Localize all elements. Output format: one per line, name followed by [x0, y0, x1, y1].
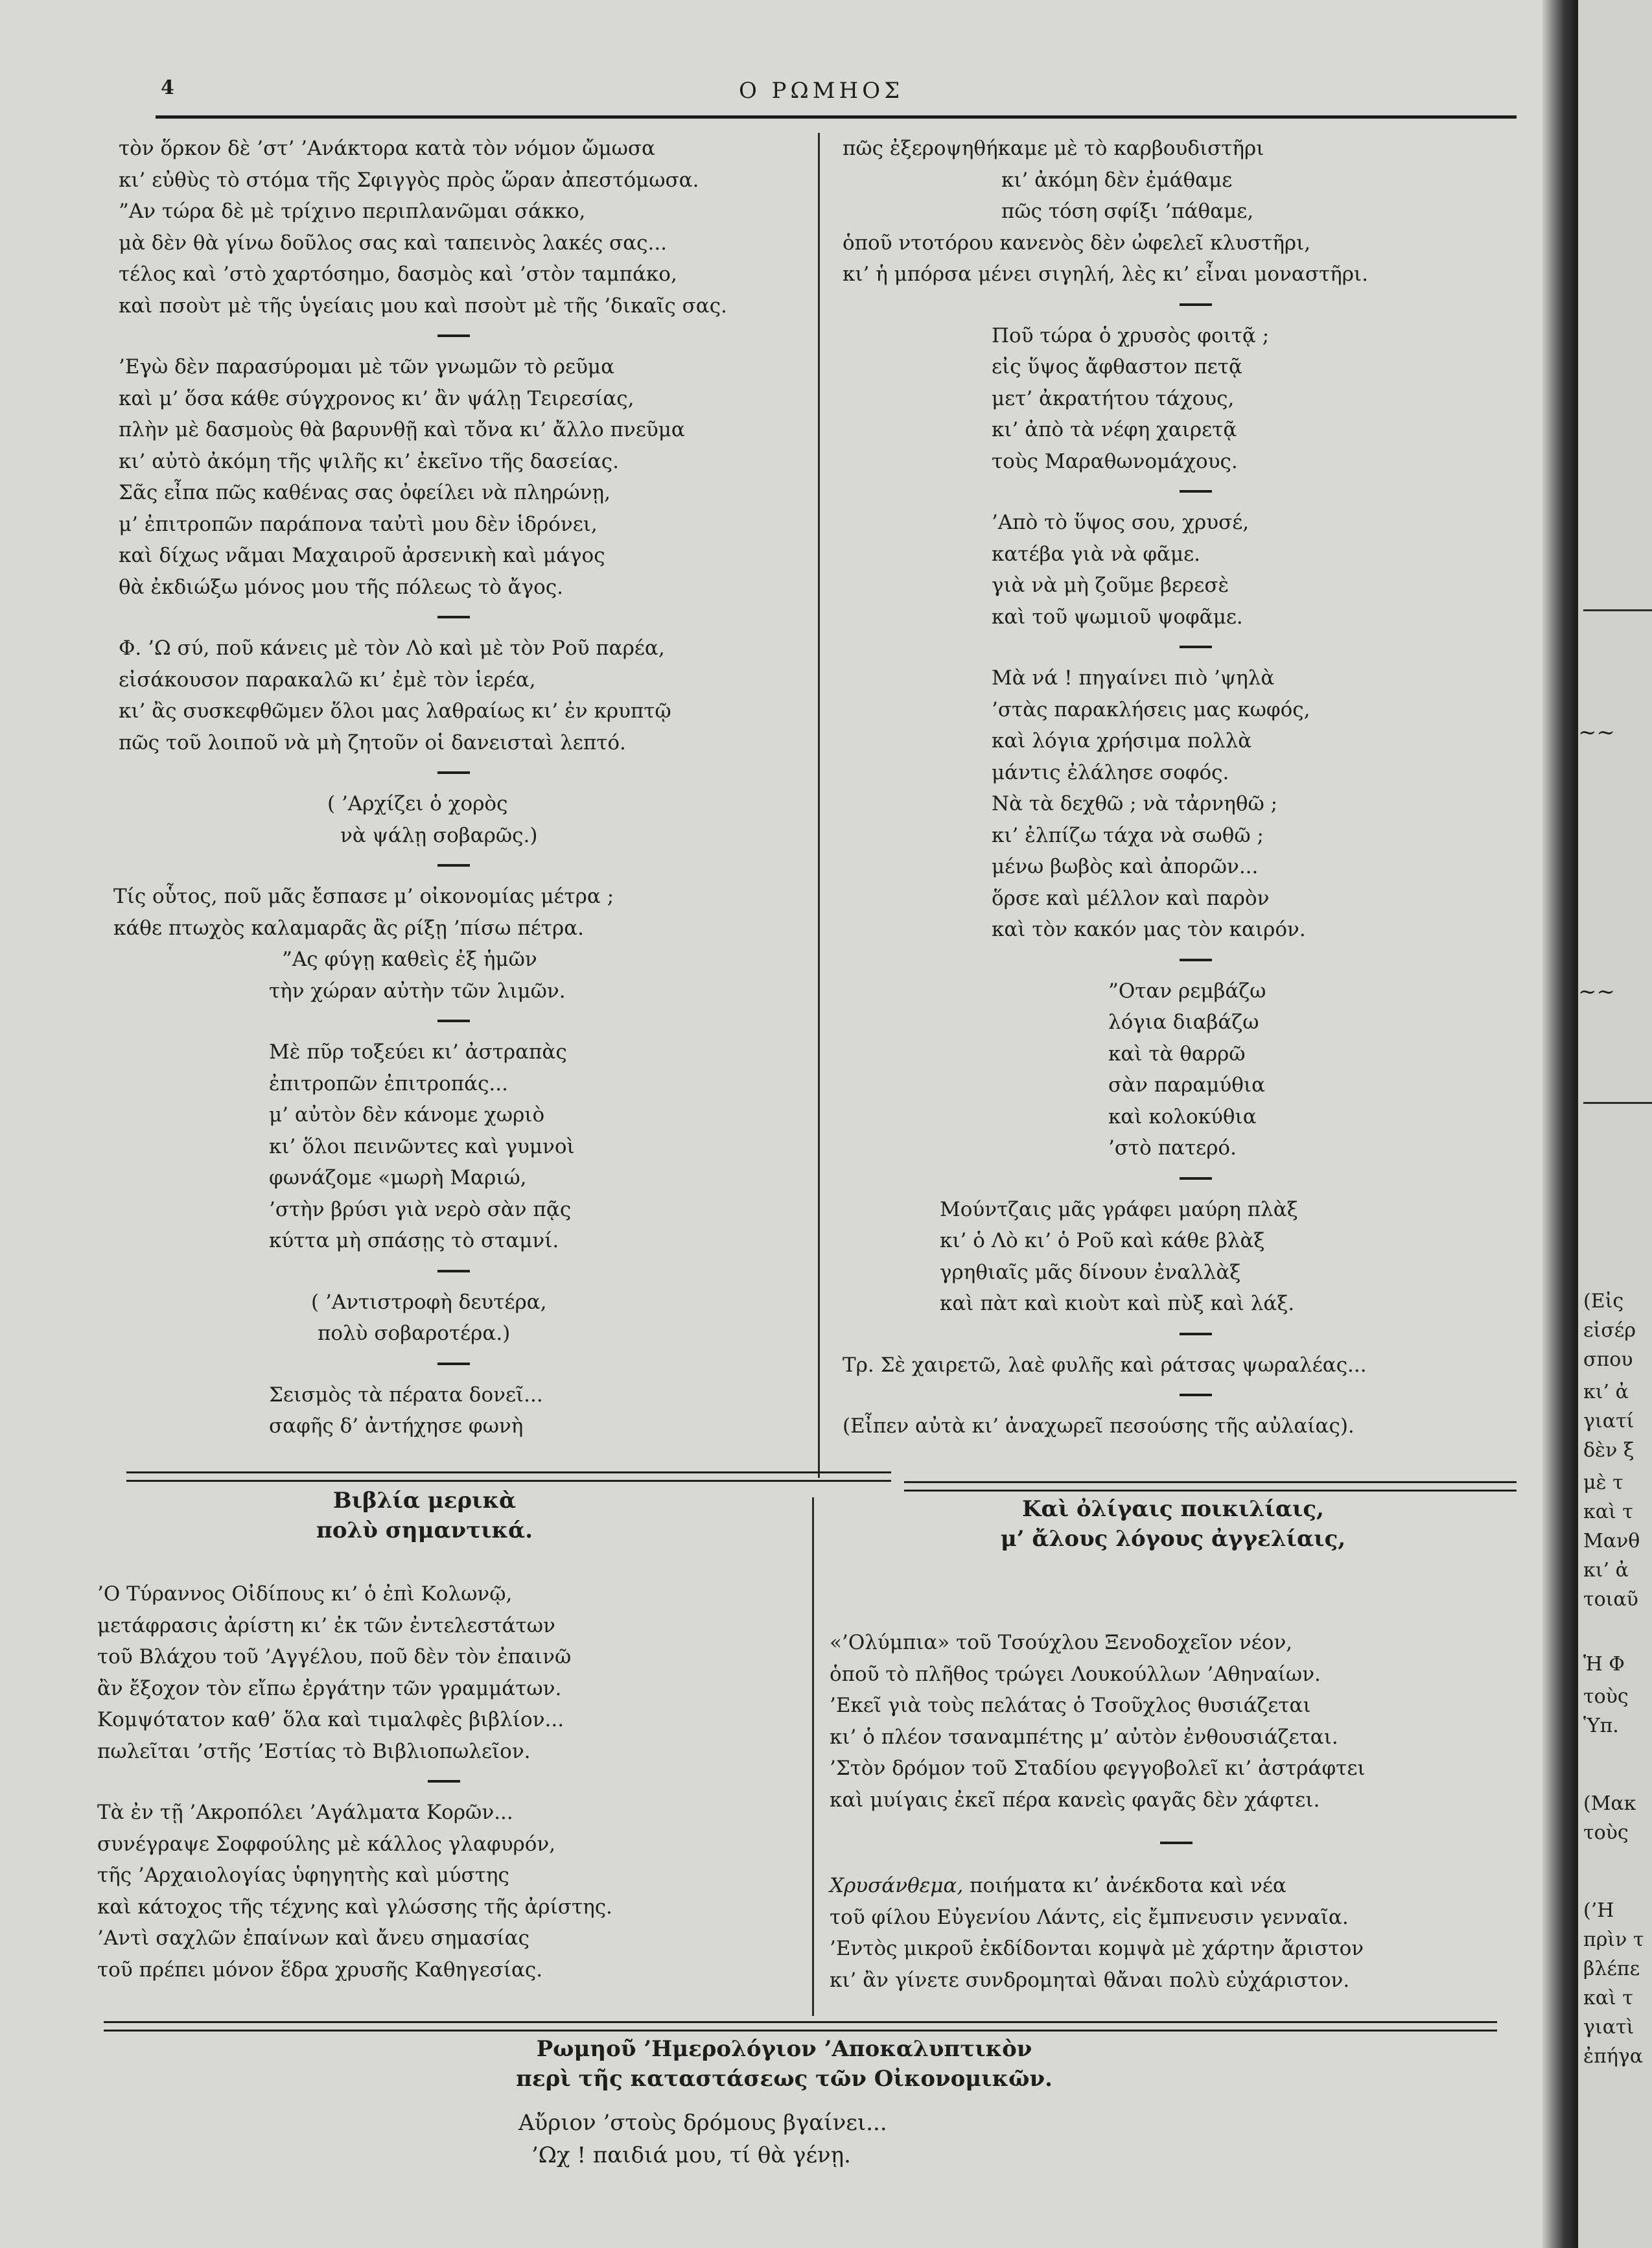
verse-line: σαφῆς δ’ ἀντήχησε φωνὴ [269, 1414, 524, 1438]
verse-line: κι’ ἀπὸ τὰ νέφη χαιρετᾷ [992, 418, 1237, 441]
verse-line: κι’ ὁ Λὸ κι’ ὁ Ροῦ καὶ κάθε βλὰξ [940, 1229, 1265, 1252]
verse-line: τοὺς Μαραθωνομάχους. [992, 449, 1238, 473]
notices-heading-line: μ’ ἄλους λόγους ἀγγελίαις, [1000, 1526, 1346, 1552]
section-dash [437, 771, 470, 774]
books-line: Κομψότατον καθ’ ὅλα καὶ τιμαλφὲς βιβλίον... [97, 1708, 564, 1731]
adjacent-rule [1583, 1102, 1652, 1104]
verse-line: Φ. ’Ω σύ, ποῦ κάνεις μὲ τὸν Λὸ καὶ μὲ τὸν Ροῦ παρέα, [119, 637, 665, 660]
books-line: ’Ο Τύραννος Οἰδίπους κι’ ὁ ἐπὶ Κολωνῷ, [97, 1582, 513, 1606]
verse-line: τὸν ὅρκον δὲ ’στ’ ’Ανάκτορα κατὰ τὸν νόμον ὤμωσα [119, 137, 655, 160]
books-heading-line: Βιβλία μερικὰ [332, 1488, 517, 1514]
adjacent-rule [1583, 609, 1652, 611]
left-stanza [113, 133, 813, 322]
right-stanza [843, 662, 1523, 946]
books-line: ἂν ἔξοχον τὸν εἴπω ἐργάτην τῶν γραμμάτων. [97, 1676, 562, 1700]
books-line: τοῦ πρέπει μόνον ἕδρα χρυσῆς Καθηγεσίας. [97, 1958, 543, 1982]
verse-line: μ’ ἐπιτροπῶν παράπονα ταὐτὶ μου δὲν ἱδρόνει, [119, 512, 598, 536]
verse-line: εἰς ὕψος ἄφθαστον πετᾷ [992, 355, 1242, 379]
column-divider [818, 133, 820, 1478]
verse-line: κύττα μὴ σπάσῃς τὸ σταμνί. [269, 1229, 559, 1252]
left-stanza [113, 633, 813, 758]
bottom-announcement-title [363, 2034, 1205, 2094]
section-dash [1180, 646, 1212, 648]
right-stanza [843, 1350, 1523, 1381]
notice-line: ὁποῦ τὸ πλῆθος τρώγει Λουκούλλων ’Αθηναίων. [830, 1662, 1321, 1686]
verse-line: γρηθιαῖς μᾶς δίνουν ἐναλλὰξ [940, 1260, 1241, 1284]
books-heading-line: πολὺ σημαντικά. [316, 1517, 533, 1543]
right-stanza [843, 320, 1523, 478]
verse-line: καὶ πσοὺτ μὲ τῆς ὑγείαις μου καὶ πσοὺτ μὲ τῆς ’δικαῖς σας. [119, 294, 727, 318]
verse-line: κι’ εὐθὺς τὸ στόμα τῆς Σφιγγὸς πρὸς ὥραν ἀπεστόμωσα. [119, 168, 699, 192]
right-stanza [843, 133, 1523, 290]
verse-line: καὶ τὰ θαρρῶ [1108, 1042, 1246, 1066]
verse-line: κι’ ἐλπίζω τάχα νὰ σωθῶ ; [992, 823, 1264, 847]
verse-line: ’Εγὼ δὲν παρασύρομαι μὲ τῶν γνωμῶν τὸ ρεῦμα [119, 355, 615, 379]
adjacent-text: τοιαῦ [1583, 1588, 1638, 1611]
verse-line: ’στὸ πατερό. [1108, 1136, 1237, 1160]
adjacent-text: (Μακ [1583, 1792, 1636, 1815]
verse-line: κι’ ἀκόμη δὲν ἐμάθαμε [1001, 168, 1233, 192]
notice-line: καὶ μυίγαις ἐκεῖ πέρα κανεὶς φαγᾶς δὲν χάφτει. [830, 1788, 1320, 1812]
verse-line: φωνάζομε «μωρὴ Μαριώ, [269, 1166, 527, 1189]
verse-line: θὰ ἐκδιώξω μόνος μου τῆς πόλεως τὸ ἄγος. [119, 575, 563, 599]
books-line: καὶ κάτοχος τῆς τέχνης καὶ γλώσσης τῆς ἀρίστης. [97, 1895, 612, 1919]
verse-line: μὰ δὲν θὰ γίνω δοῦλος σας καὶ ταπεινὸς λακές σας... [119, 231, 668, 255]
verse-line: τέλος καὶ ’στὸ χαρτόσημο, δασμὸς καὶ ’στὸν ταμπάκο, [119, 263, 677, 286]
notice-emphasis: Χρυσάνθεμα, [830, 1874, 964, 1897]
verse-line: Μὲ πῦρ τοξεύει κι’ ἀστραπὰς [269, 1040, 567, 1064]
announcement-line: Αὔριον ’στοὺς δρόμους βγαίνει... [518, 2110, 887, 2136]
adjacent-text: δὲν ξ [1583, 1439, 1635, 1462]
header-rule [156, 115, 1517, 119]
newspaper-title: Ο ΡΩΜΗΟΣ [739, 78, 904, 104]
verse-line: κι’ ἂς συσκεφθῶμεν ὅλοι μας λαθραίως κι’ ἐν κρυπτῷ [119, 699, 671, 723]
verse-line: λόγια διαβάζω [1108, 1011, 1259, 1034]
section-dash [1180, 1177, 1212, 1180]
adjacent-text: καὶ τ [1583, 1987, 1633, 2009]
adjacent-text: ἐπήγα [1583, 2045, 1643, 2068]
adjacent-page-edge [1578, 0, 1652, 2248]
verse-line: Σᾶς εἶπα πῶς καθένας σας ὀφείλει νὰ πληρώνῃ, [119, 481, 611, 504]
books-line: Τὰ ἐν τῇ ’Ακροπόλει ’Αγάλματα Κορῶν... [97, 1801, 513, 1824]
verse-line: καὶ κολοκύθια [1108, 1105, 1257, 1129]
stage-line: πολὺ σοβαροτέρα.) [318, 1322, 511, 1345]
verse-line: καὶ τὸν κακόν μας τὸν καιρόν. [992, 918, 1306, 941]
books-line: τῆς ’Αρχαιολογίας ὑφηγητὴς καὶ μύστης [97, 1864, 509, 1887]
adjacent-text: γιατί [1583, 1410, 1635, 1433]
left-column [113, 133, 813, 1442]
section-dash [1160, 1842, 1192, 1844]
left-stanza [113, 1379, 813, 1442]
adjacent-text: τοὺς [1583, 1821, 1629, 1844]
adjacent-text: πρὶν τ [1583, 1928, 1644, 1951]
left-stanza [113, 1036, 813, 1257]
right-stanza [843, 1194, 1523, 1320]
stage-direction [113, 1287, 813, 1350]
section-dash [1180, 490, 1212, 493]
section-dash [1180, 1394, 1212, 1396]
notice-line: ’Εκεῖ γιὰ τοὺς πελάτας ὁ Τσοῦχλος θυσιάζεται [830, 1694, 1311, 1717]
announcement-line: ’Ωχ ! παιδιά μου, τί θὰ γένῃ. [531, 2142, 851, 2168]
left-stanza [113, 351, 813, 603]
adjacent-text: (’Η [1583, 1899, 1614, 1922]
section-dash [437, 1270, 470, 1272]
adjacent-text: (Εἰς [1583, 1290, 1624, 1313]
verse-line: καὶ πὰτ καὶ κιοὺτ καὶ πὺξ καὶ λάξ. [940, 1292, 1295, 1315]
stage-line: (Εἶπεν αὐτὰ κι’ ἀναχωρεῖ πεσούσης τῆς αὐλαίας). [843, 1414, 1355, 1438]
verse-line: μ’ αὐτὸν δὲν κάνομε χωριὸ [269, 1103, 545, 1127]
verse-line: πῶς τόση σφίξι ’πάθαμε, [1001, 200, 1254, 223]
adjacent-text: βλέπε [1583, 1958, 1640, 1980]
verse-line: σὰν παραμύθια [1108, 1073, 1266, 1097]
left-stanza [113, 881, 813, 1007]
verse-line: καὶ μ’ ὅσα κάθε σύγχρονος κι’ ἂν ψάλῃ Τειρεσίας, [119, 386, 634, 410]
stage-line: νὰ ψάλῃ σοβαρῶς.) [340, 823, 538, 847]
announcement-title-line: Ρωμηοῦ ’Ημερολόγιον ’Αποκαλυπτικὸν [536, 2036, 1032, 2062]
section-dash [428, 1780, 460, 1783]
books-line: ’Αντὶ σαχλῶν ἐπαίνων καὶ ἄνευ σημασίας [97, 1926, 529, 1950]
verse-line: Μὰ νά ! πηγαίνει πιὸ ’ψηλὰ [992, 666, 1275, 690]
notice-text: ποιήματα κι’ ἀνέκδοτα καὶ νέα [963, 1874, 1286, 1897]
verse-line: ”Αν τώρα δὲ μὲ τρίχινο περιπλανῶμαι σάκκο, [119, 200, 586, 223]
verse-line: πλὴν μὲ δασμοὺς θὰ βαρυνθῇ καὶ τὄνα κι’ ἄλλο πνεῦμα [119, 418, 685, 441]
notices-heading-line: Καὶ ὀλίγαις ποικιλίαις, [1022, 1496, 1324, 1522]
stage-direction [113, 788, 813, 851]
books-body [97, 1578, 612, 1985]
page-number: 4 [161, 76, 174, 99]
verse-line: ὁποῦ ντοτόρου κανενὸς δὲν ὠφελεῖ κλυστῆρι, [843, 231, 1311, 255]
stage-direction [843, 1411, 1523, 1442]
verse-line: κι’ ὅλοι πεινῶντες καὶ γυμνοὶ [269, 1134, 575, 1158]
verse-line: Σεισμὸς τὰ πέρατα δονεῖ... [269, 1383, 543, 1407]
adjacent-text: εἰσέρ [1583, 1319, 1636, 1342]
announcement-title-line: περὶ τῆς καταστάσεως τῶν Οἰκονομικῶν. [516, 2066, 1053, 2092]
adjacent-text: τοὺς [1583, 1685, 1629, 1708]
right-stanza [843, 976, 1523, 1164]
books-line: μετάφρασις ἀρίστη κι’ ἐκ τῶν ἐντελεστάτων [97, 1613, 555, 1637]
verse-line: πῶς τοῦ λοιποῦ νὰ μὴ ζητοῦν οἱ δανεισταὶ λεπτό. [119, 731, 626, 755]
right-stanza [843, 507, 1523, 633]
right-column [843, 133, 1523, 1442]
verse-line: Τρ. Σὲ χαιρετῶ, λαὲ φυλῆς καὶ ράτσας ψωραλέας... [843, 1353, 1367, 1377]
books-line: συνέγραψε Σοφφούλης μὲ κάλλος γλαφυρόν, [97, 1832, 556, 1856]
adjacent-text: κι’ ἀ [1583, 1559, 1629, 1582]
verse-line: Νὰ τὰ δεχθῶ ; νὰ τἀρνηθῶ ; [992, 792, 1278, 815]
page-gutter-shadow [1542, 0, 1578, 2248]
adjacent-text: καὶ τ [1583, 1501, 1633, 1523]
notice-line: κι’ ὁ πλέον τσαναμπέτης μ’ αὐτὸν ἐνθουσιάζεται. [830, 1725, 1338, 1749]
notice-line [830, 1870, 1366, 1902]
notice-line: τοῦ φίλου Εὐγενίου Λάντς, εἰς ἔμπνευσιν γενναῖα. [830, 1905, 1349, 1929]
column-divider-bottom [812, 1497, 814, 2016]
verse-line: εἰσάκουσον παρακαλῶ κι’ ἐμὲ τὸν ἱερέα, [119, 668, 536, 692]
adjacent-ornament: ~~ [1578, 720, 1615, 745]
verse-line: τὴν χώραν αὐτὴν τῶν λιμῶν. [269, 979, 566, 1003]
verse-line: κι’ ἡ μπόρσα μένει σιγηλή, λὲς κι’ εἶναι μοναστῆρι. [843, 263, 1368, 286]
bottom-rule [104, 2021, 1497, 2031]
section-dash [437, 616, 470, 618]
notices-body [830, 1627, 1366, 1996]
verse-line: κι’ αὐτὸ ἀκόμη τῆς ψιλῆς κι’ ἐκεῖνο τῆς δασείας. [119, 449, 619, 473]
adjacent-text: γιατὶ [1583, 2016, 1635, 2039]
verse-line: ἐπιτροπῶν ἐπιτροπάς... [269, 1071, 508, 1095]
verse-line: Μούντζαις μᾶς γράφει μαύρη πλὰξ [940, 1197, 1298, 1221]
section-dash [1180, 303, 1212, 306]
adjacent-text: σπου [1583, 1348, 1633, 1371]
verse-line: πῶς ἐξεροψηθήκαμε μὲ τὸ καρβουδιστῆρι [843, 137, 1264, 160]
section-dash [437, 864, 470, 867]
stage-line: ( ’Αρχίζει ὁ χορὸς [327, 792, 508, 815]
section-dash [437, 334, 470, 337]
verse-line: κάθε πτωχὸς καλαμαρᾶς ἂς ρίξῃ ’πίσω πέτρα. [113, 916, 585, 940]
notices-heading [875, 1494, 1471, 1554]
verse-line: ὅρσε καὶ μέλλον καὶ παρὸν [992, 886, 1270, 910]
verse-line: μάντις ἐλάλησε σοφός. [992, 760, 1229, 784]
verse-line: Τίς οὗτος, ποῦ μᾶς ἔσπασε μ’ οἰκονομίας μέτρα ; [113, 885, 614, 908]
verse-line: καὶ λόγια χρήσιμα πολλὰ [992, 729, 1252, 753]
books-line: πωλεῖται ’στῆς ’Εστίας τὸ Βιβλιοπωλεῖον. [97, 1739, 531, 1763]
verse-line: γιὰ νὰ μὴ ζοῦμε βερεσὲ [992, 574, 1229, 597]
adjacent-text: Ἡ Φ [1583, 1653, 1625, 1676]
adjacent-text: Ὑπ. [1583, 1715, 1619, 1737]
verse-line: καὶ τοῦ ψωμιοῦ ψοφᾶμε. [992, 605, 1243, 629]
notice-line: κι’ ἂν γίνετε συνδρομηταὶ θἄναι πολὺ εὐχάριστον. [830, 1968, 1350, 1992]
verse-line: μετ’ ἀκρατήτου τάχους, [992, 386, 1235, 410]
adjacent-text: κι’ ἀ [1583, 1381, 1629, 1403]
notice-line: «’Ολύμπια» τοῦ Τσούχλου Ξενοδοχεῖον νέον, [830, 1631, 1293, 1654]
verse-line: ”Οταν ρεμβάζω [1108, 979, 1266, 1003]
section-dash [437, 1020, 470, 1022]
verse-line: Ποῦ τώρα ὁ χρυσὸς φοιτᾷ ; [992, 323, 1270, 347]
section-rule-right [904, 1481, 1517, 1492]
adjacent-text: μὲ τ [1583, 1471, 1623, 1494]
verse-line: καὶ δίχως νᾶμαι Μαχαιροῦ ἀρσενικὴ καὶ μάγος [119, 544, 605, 567]
verse-line: μένω βωβὸς καὶ ἀπορῶν... [992, 855, 1259, 878]
stage-line: ( ’Αντιστροφὴ δευτέρα, [311, 1290, 547, 1314]
section-dash [1180, 959, 1212, 961]
section-dash [437, 1363, 470, 1365]
notice-line: ’Στὸν δρόμον τοῦ Σταδίου φεγγοβολεῖ κι’ ἀστράφτει [830, 1757, 1366, 1780]
verse-line: κατέβα γιὰ νὰ φᾶμε. [992, 542, 1201, 566]
verse-line: ’στὰς παρακλήσεις μας κωφός, [992, 697, 1310, 721]
verse-line: ’στὴν βρύσι γιὰ νερὸ σὰν πᾷς [269, 1197, 572, 1221]
books-heading [214, 1486, 635, 1545]
verse-line: ’Απὸ τὸ ὕψος σου, χρυσέ, [992, 511, 1250, 534]
section-dash [1180, 1333, 1212, 1335]
verse-line: ”Ας φύγῃ καθεὶς ἐξ ἡμῶν [282, 948, 537, 971]
books-line: τοῦ Βλάχου τοῦ ’Αγγέλου, ποῦ δὲν τὸν ἐπαινῶ [97, 1645, 572, 1668]
notice-line: ’Εντὸς μικροῦ ἐκδίδονται κομψὰ μὲ χάρτην ἄριστον [830, 1937, 1364, 1960]
adjacent-text: Μανθ [1583, 1530, 1640, 1552]
adjacent-ornament: ~~ [1578, 979, 1615, 1005]
bottom-announcement-body [518, 2107, 887, 2172]
section-rule-left [126, 1471, 891, 1482]
